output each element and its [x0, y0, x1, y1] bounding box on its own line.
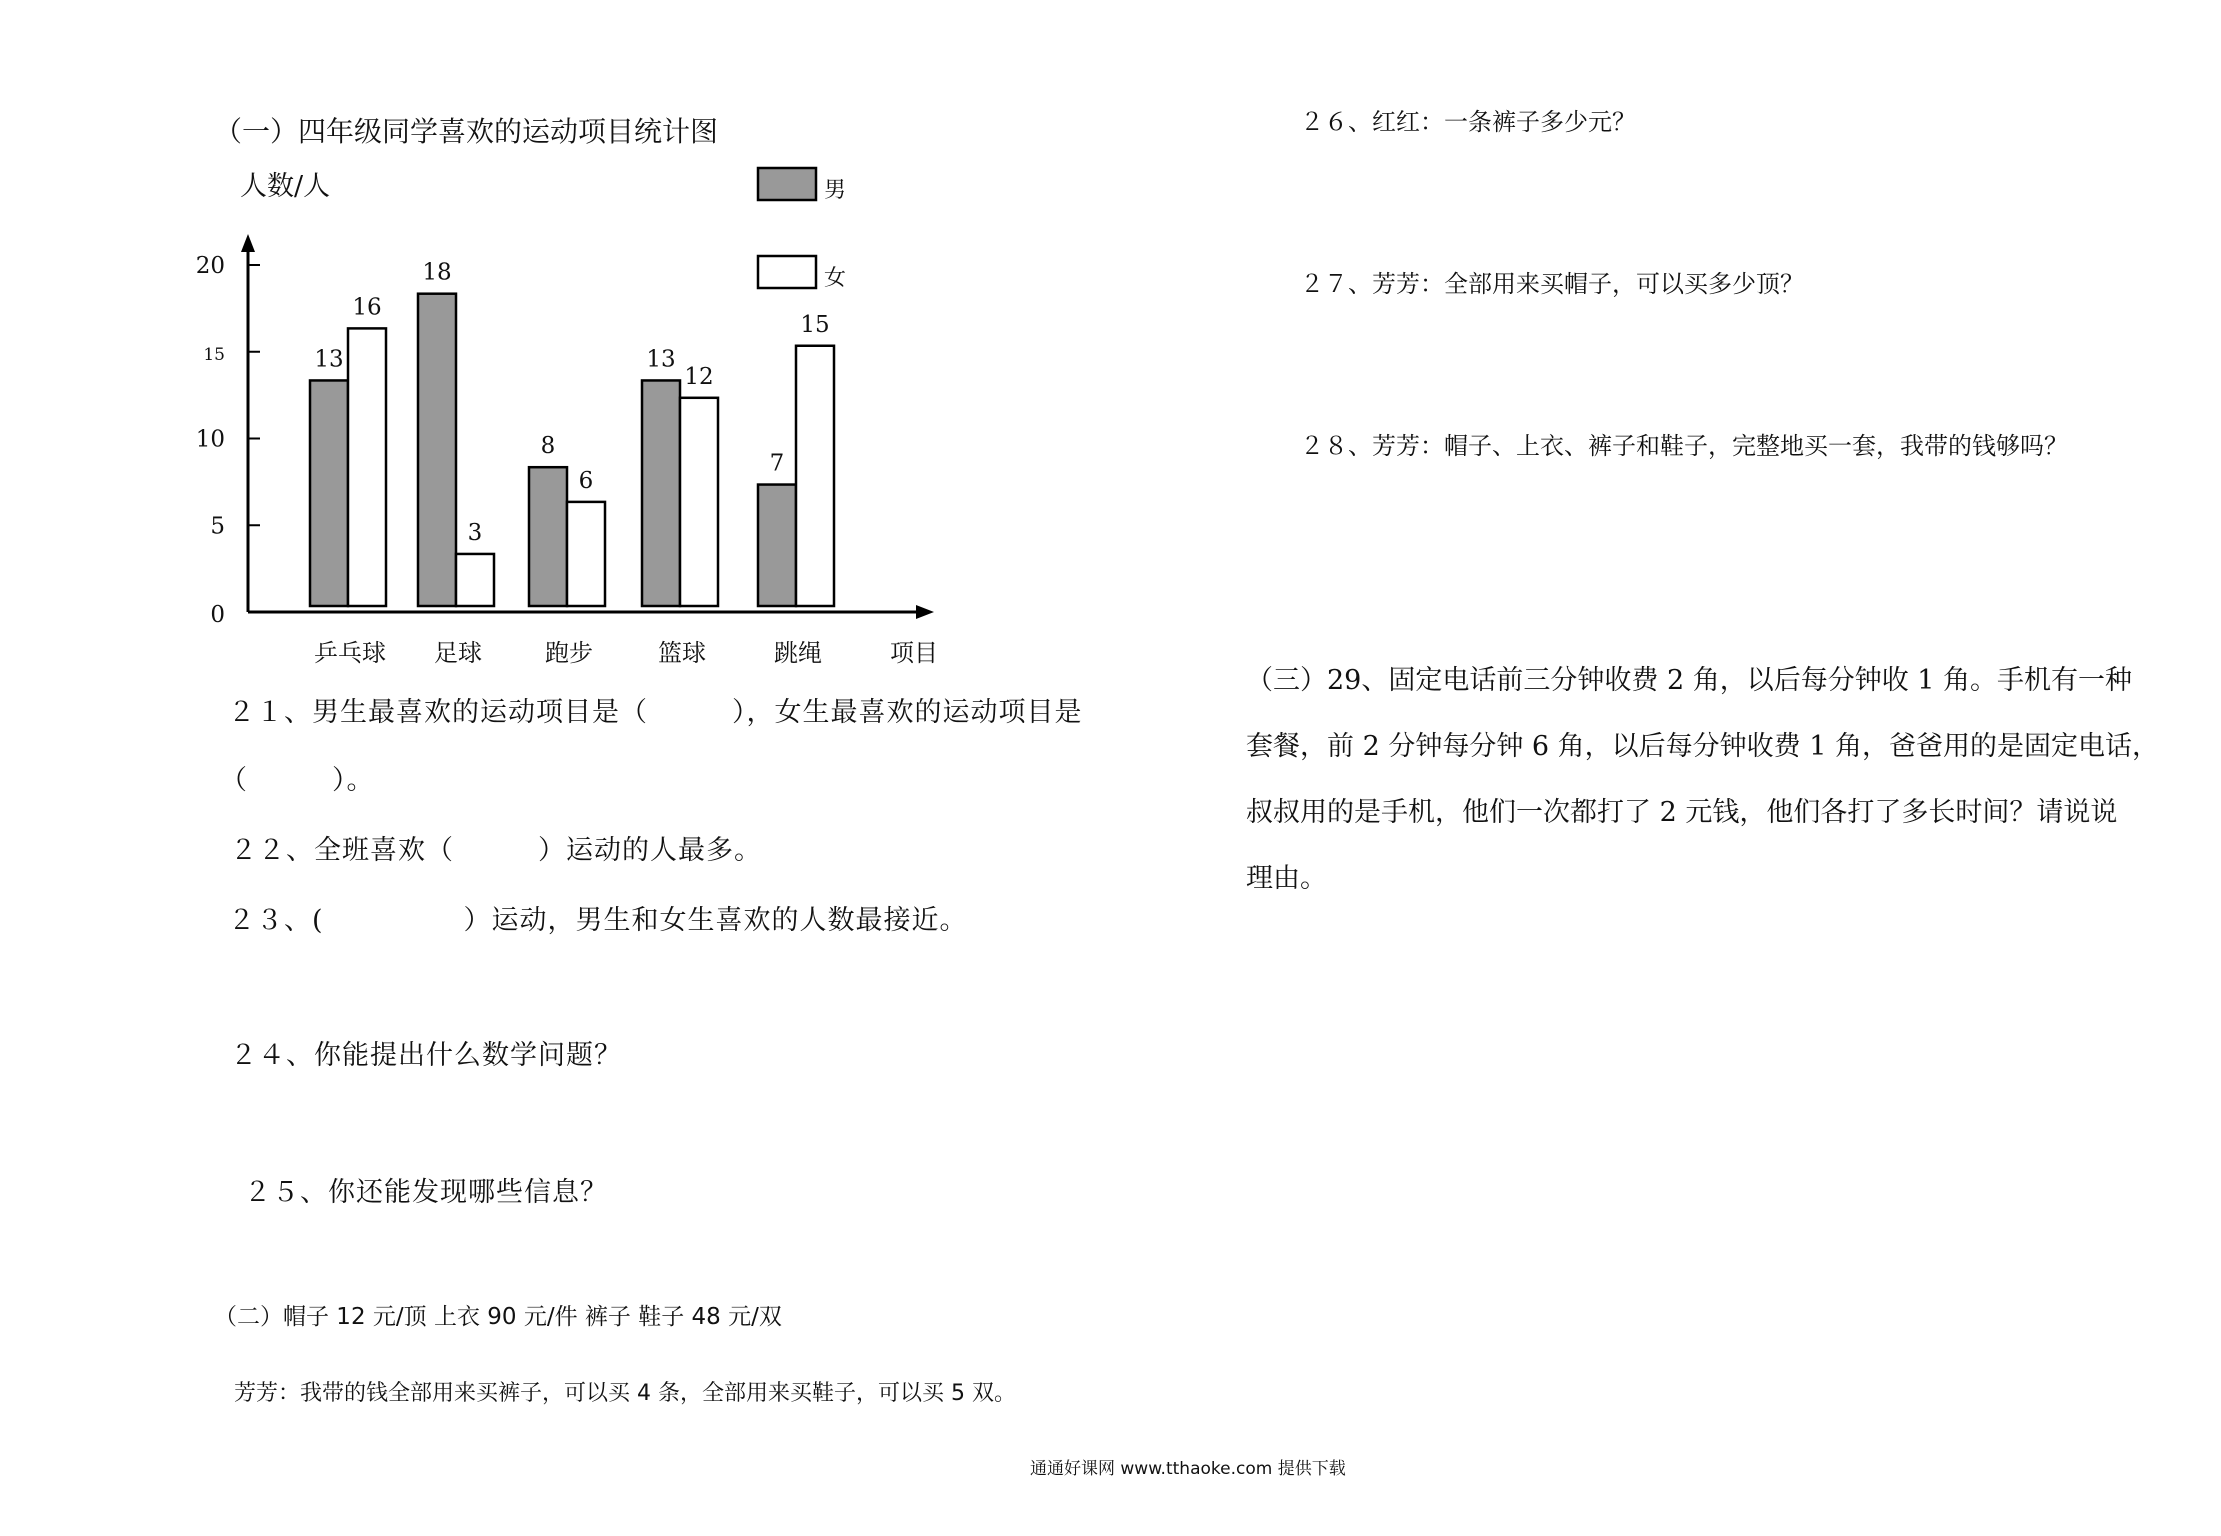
bar-男-乒乓球: [310, 380, 348, 606]
question-26: ２６、红红：一条裤子多少元？: [1300, 108, 1636, 136]
x-axis-label: 项目: [890, 639, 938, 667]
bar-女-跑步: [567, 502, 605, 606]
section3-line3: 叔叔用的是手机，他们一次都打了 2 元钱，他们各打了多长时间？请说说: [1246, 797, 2118, 828]
question-25: ２５、你还能发现哪些信息？: [244, 1177, 608, 1208]
bar-value-label: 13: [646, 346, 676, 373]
y-tick-label: 0: [210, 602, 225, 628]
category-label: 跳绳: [774, 639, 822, 667]
bar-value-label: 13: [314, 346, 344, 373]
bar-value-label: 15: [800, 311, 830, 338]
bar-value-label: 6: [578, 467, 594, 494]
section3-line1: （三）29、固定电话前三分钟收费 2 角，以后每分钟收 1 角。手机有一种: [1246, 665, 2133, 696]
question-24: ２４、你能提出什么数学问题？: [230, 1040, 622, 1071]
bar-value-label: 7: [769, 450, 785, 477]
bar-女-篮球: [680, 398, 718, 606]
bar-女-跳绳: [796, 346, 834, 606]
legend-label: 男: [824, 178, 847, 203]
section2-fangfang: 芳芳：我带的钱全部用来买裤子，可以买 4 条，全部用来买鞋子，可以买 5 双。: [234, 1381, 1016, 1406]
question-21-line2: （ ）。: [220, 765, 375, 796]
y-tick-label: 5: [210, 513, 225, 540]
bar-value-label: 18: [422, 259, 452, 286]
bar-男-足球: [418, 294, 456, 606]
category-label: 乒乓球: [314, 639, 386, 667]
question-28: ２８、芳芳：帽子、上衣、裤子和鞋子，完整地买一套，我带的钱够吗？: [1300, 432, 2068, 460]
bar-女-足球: [456, 554, 494, 606]
section3-line4: 理由。: [1246, 863, 1327, 894]
bar-value-label: 8: [540, 433, 556, 460]
legend-swatch-girls: [758, 256, 816, 288]
question-27: ２７、芳芳：全部用来买帽子，可以买多少顶？: [1300, 270, 1804, 298]
bar-男-跳绳: [758, 485, 796, 606]
bar-value-label: 12: [684, 363, 714, 390]
bar-女-乒乓球: [348, 328, 386, 606]
question-21-line1: ２１、男生最喜欢的运动项目是（ ），女生最喜欢的运动项目是: [228, 697, 1083, 728]
x-axis-arrow: [916, 605, 934, 619]
legend-swatch-boys: [758, 168, 816, 200]
y-axis-label: 人数/人: [240, 171, 331, 202]
category-label: 跑步: [545, 639, 593, 667]
y-tick-label: 20: [195, 253, 225, 279]
section2-prices: （二）帽子 12 元/顶 上衣 90 元/件 裤子 鞋子 48 元/双: [214, 1304, 782, 1330]
footer-credit: 通通好课网 www.tthaoke.com 提供下载: [1030, 1459, 1346, 1479]
bar-value-label: 16: [352, 294, 382, 321]
section3-line2: 套餐，前 2 分钟每分钟 6 角，以后每分钟收费 1 角，爸爸用的是固定电话，: [1246, 731, 2160, 762]
bar-value-label: 3: [467, 519, 483, 546]
y-tick-label: 10: [195, 426, 225, 453]
legend-label: 女: [824, 266, 847, 291]
category-label: 篮球: [658, 639, 706, 667]
question-22: ２２、全班喜欢（ ）运动的人最多。: [230, 835, 762, 866]
question-23: ２３、( ）运动，男生和女生喜欢的人数最接近。: [228, 905, 968, 936]
sports-bar-chart: [190, 150, 950, 680]
chart-heading: （一）四年级同学喜欢的运动项目统计图: [214, 115, 719, 148]
y-tick-label: 15: [203, 344, 225, 365]
category-label: 足球: [434, 639, 482, 667]
y-axis-arrow: [241, 234, 255, 252]
bar-男-篮球: [642, 380, 680, 606]
bar-男-跑步: [529, 467, 567, 606]
